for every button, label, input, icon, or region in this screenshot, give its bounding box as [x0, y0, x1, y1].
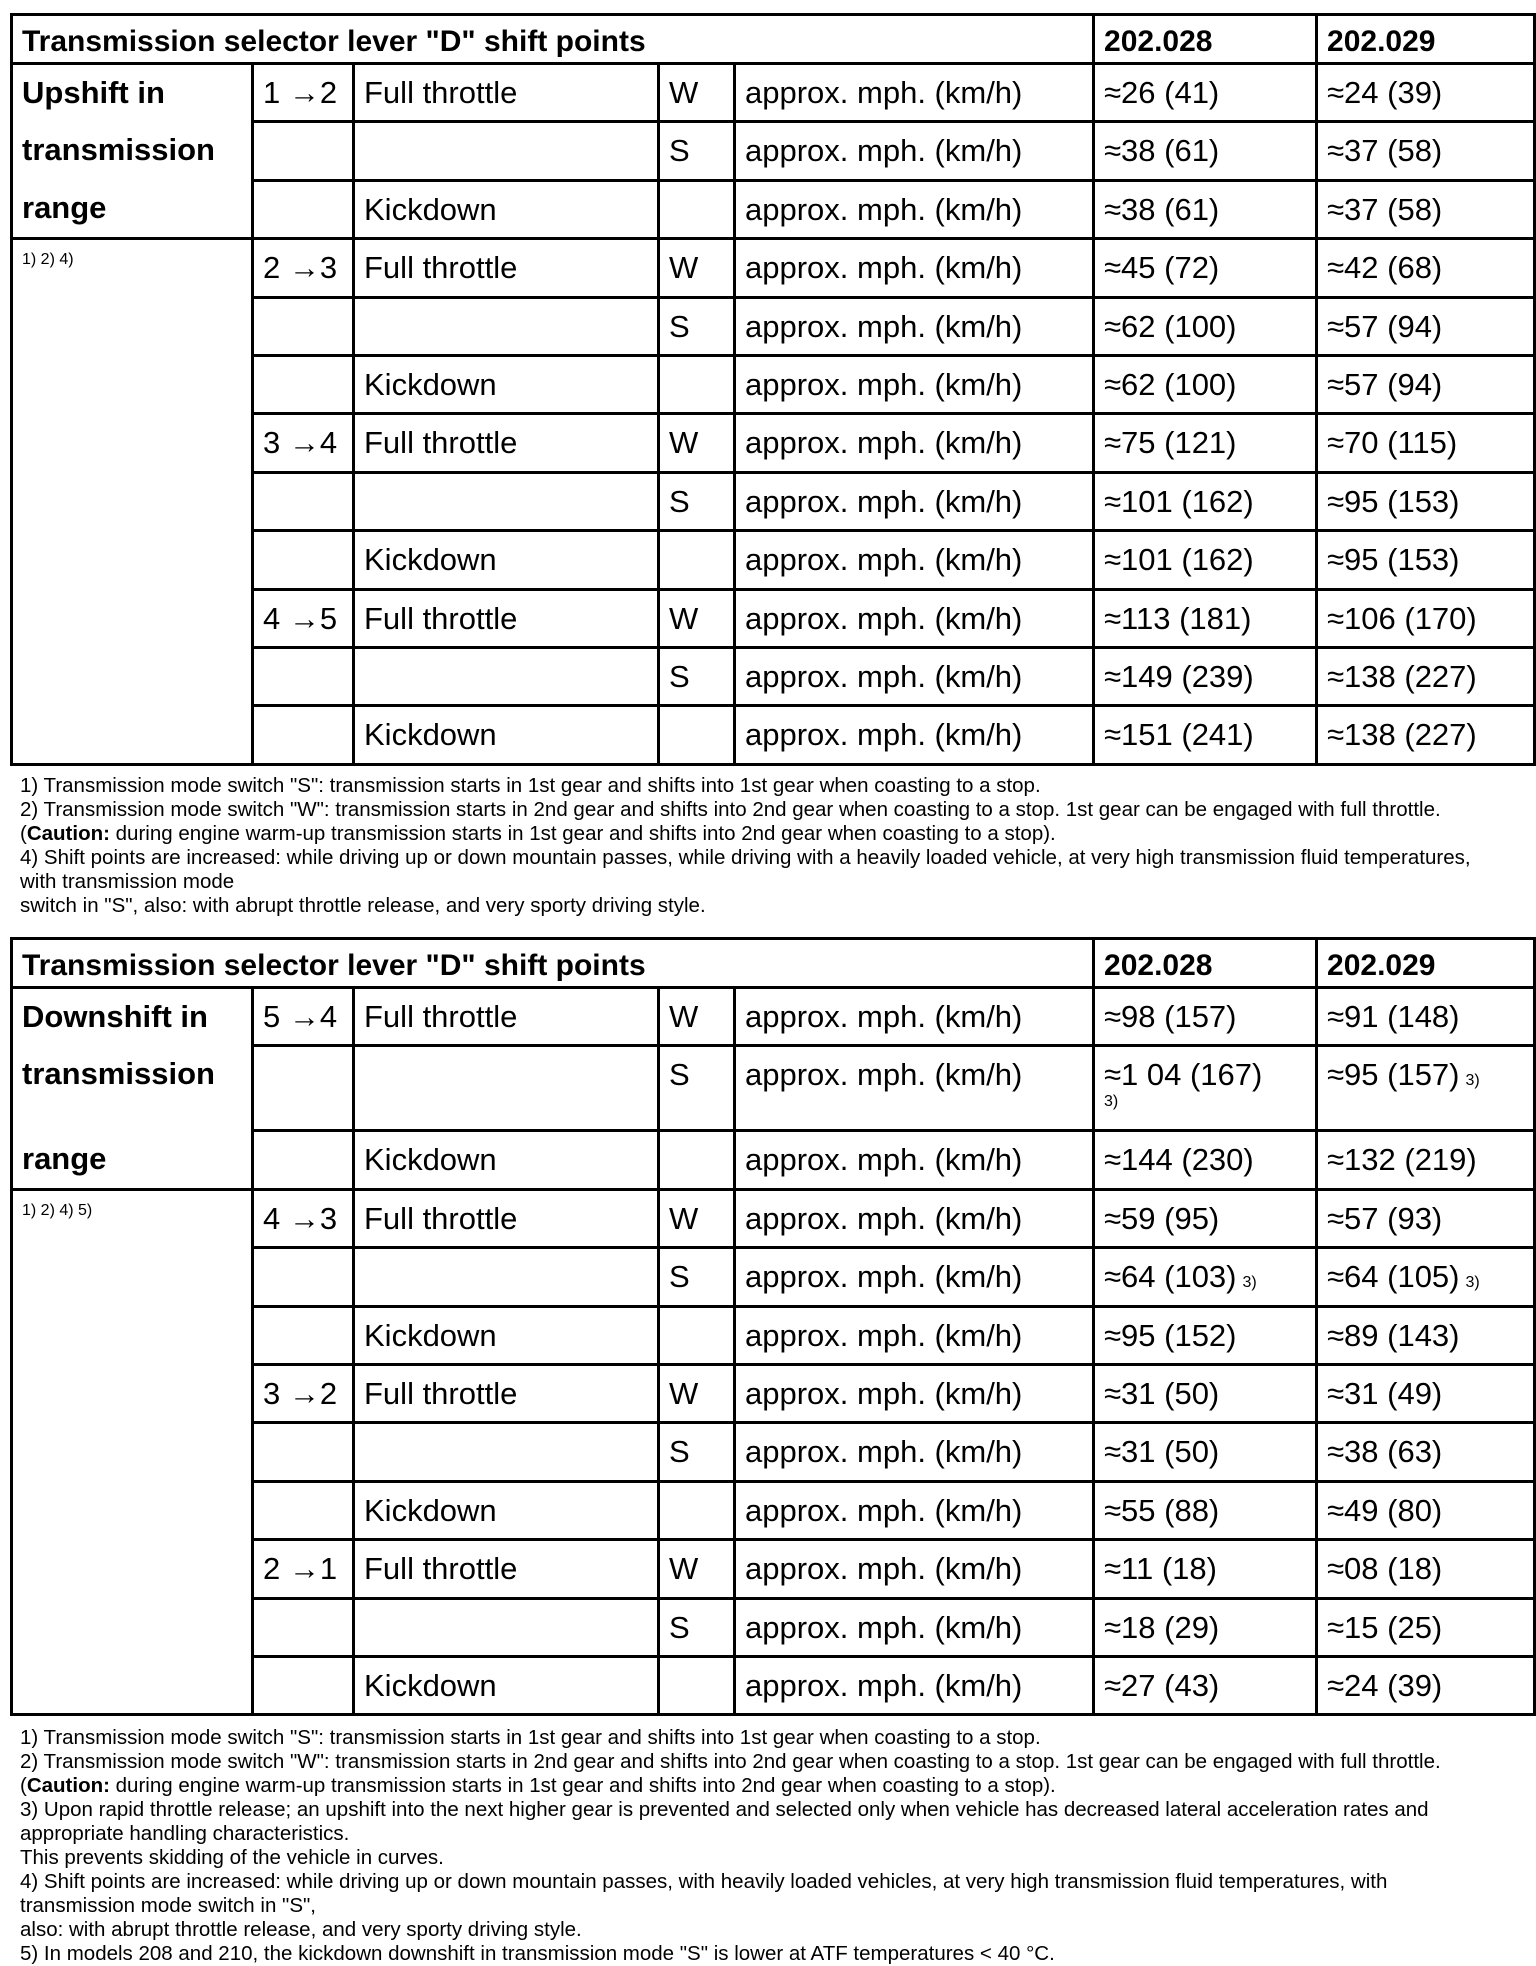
mode-switch: S: [659, 1598, 735, 1656]
shift-speed-value: [1317, 64, 1535, 122]
speed-value: ≈37 (58): [1327, 133, 1443, 169]
throttle-position: Kickdown: [354, 355, 659, 413]
table-row: [12, 122, 1535, 180]
shift-speed-value: [1317, 355, 1535, 413]
speed-value: ≈75 (121): [1104, 425, 1237, 461]
mode-switch: W: [659, 239, 735, 297]
model-header: 202.029: [1317, 939, 1535, 988]
throttle-position: Kickdown: [354, 1656, 659, 1714]
footnote-line: 3) Upon rapid throttle release; an upshift into the next higher gear is prevented and selected only when vehicle has decreased lateral acceleration rates and: [20, 1798, 1429, 1821]
shift-speed-value: [1317, 1364, 1535, 1422]
speed-value: ≈151 (241): [1104, 717, 1254, 753]
section-label: range: [12, 180, 253, 238]
gear-change: 4 →3: [253, 1189, 354, 1247]
mode-switch: [659, 1481, 735, 1539]
footnote-ref: 3): [1465, 1072, 1480, 1090]
shift-speed-value: [1094, 64, 1317, 122]
unit-label: approx. mph. (km/h): [735, 64, 1094, 122]
footnote-line: 4) Shift points are increased: while driving up or down mountain passes, while driving with a heavily loaded vehicle, at very high transmission fluid temperatures,: [20, 846, 1471, 869]
unit-label: approx. mph. (km/h): [735, 647, 1094, 705]
throttle-position: Full throttle: [354, 414, 659, 472]
gear-change: [253, 1481, 354, 1539]
throttle-position: Full throttle: [354, 1189, 659, 1247]
table-row: [12, 1046, 1535, 1131]
unit-label: approx. mph. (km/h): [735, 1540, 1094, 1598]
throttle-position: Kickdown: [354, 1481, 659, 1539]
gear-change: [253, 1046, 354, 1131]
mode-switch: S: [659, 1046, 735, 1131]
mode-switch: W: [659, 1540, 735, 1598]
gear-change: [253, 1423, 354, 1481]
shift-speed-value: [1317, 1598, 1535, 1656]
footnote-refs: 1) 2) 4) 5): [12, 1189, 253, 1715]
throttle-position: Kickdown: [354, 531, 659, 589]
shift-speed-value: [1094, 647, 1317, 705]
throttle-position: Full throttle: [354, 1540, 659, 1598]
section-label: transmission: [12, 122, 253, 180]
speed-value: ≈106 (170): [1327, 600, 1477, 636]
shift-speed-value: [1094, 414, 1317, 472]
shift-speed-value: [1317, 1656, 1535, 1714]
table-header-row: [12, 15, 1535, 64]
speed-value: ≈132 (219): [1327, 1142, 1477, 1178]
shift-speed-value: [1317, 1248, 1535, 1306]
unit-label: approx. mph. (km/h): [735, 589, 1094, 647]
throttle-position: Full throttle: [354, 988, 659, 1046]
speed-value: ≈138 (227): [1327, 658, 1477, 694]
mode-switch: W: [659, 589, 735, 647]
speed-value: ≈64 (103): [1104, 1259, 1237, 1295]
throttle-position: Kickdown: [354, 180, 659, 238]
speed-value: ≈08 (18): [1327, 1551, 1443, 1587]
shift-speed-value: [1094, 297, 1317, 355]
unit-label: approx. mph. (km/h): [735, 355, 1094, 413]
shift-speed-value: [1317, 1540, 1535, 1598]
mode-switch: [659, 531, 735, 589]
gear-change: [253, 472, 354, 530]
speed-value: ≈57 (93): [1327, 1200, 1443, 1236]
throttle-position: Full throttle: [354, 239, 659, 297]
gear-change: [253, 531, 354, 589]
gear-change: [253, 1598, 354, 1656]
throttle-position: [354, 297, 659, 355]
shift-speed-value: [1317, 1131, 1535, 1189]
gear-change: [253, 1131, 354, 1189]
mode-switch: S: [659, 472, 735, 530]
unit-label: approx. mph. (km/h): [735, 531, 1094, 589]
speed-value: ≈38 (61): [1104, 191, 1220, 227]
gear-change: [253, 1656, 354, 1714]
speed-value: ≈95 (153): [1327, 542, 1460, 578]
mode-switch: W: [659, 64, 735, 122]
mode-switch: [659, 1656, 735, 1714]
speed-value: ≈62 (100): [1104, 366, 1237, 402]
speed-value: ≈55 (88): [1104, 1492, 1220, 1528]
shift-speed-value: [1094, 1364, 1317, 1422]
gear-change: [253, 647, 354, 705]
footnote-line: (Caution: during engine warm-up transmission starts in 1st gear and shifts into 2nd gear when coasting to a stop).: [20, 822, 1056, 845]
mode-switch: W: [659, 414, 735, 472]
mode-switch: S: [659, 647, 735, 705]
speed-value: ≈31 (49): [1327, 1375, 1443, 1411]
unit-label: approx. mph. (km/h): [735, 1656, 1094, 1714]
unit-label: approx. mph. (km/h): [735, 1481, 1094, 1539]
shift-speed-value: [1094, 355, 1317, 413]
speed-value: ≈95 (157): [1327, 1057, 1460, 1093]
speed-value: ≈101 (162): [1104, 542, 1254, 578]
throttle-position: [354, 122, 659, 180]
speed-value: ≈144 (230): [1104, 1142, 1254, 1178]
footnote-refs: 1) 2) 4): [12, 239, 253, 765]
unit-label: approx. mph. (km/h): [735, 1189, 1094, 1247]
unit-label: approx. mph. (km/h): [735, 988, 1094, 1046]
speed-value: ≈24 (39): [1327, 75, 1443, 110]
shift-speed-value: [1317, 988, 1535, 1046]
speed-value: ≈31 (50): [1104, 1434, 1220, 1470]
speed-value: ≈38 (63): [1327, 1434, 1443, 1470]
shift-speed-value: [1317, 589, 1535, 647]
speed-value: ≈89 (143): [1327, 1317, 1460, 1353]
gear-change: 3 →2: [253, 1364, 354, 1422]
model-header: 202.028: [1094, 939, 1317, 988]
section-label: range: [12, 1131, 253, 1189]
shift-speed-value: [1094, 1656, 1317, 1714]
upshift-table: [10, 13, 1536, 766]
footnote-line: 2) Transmission mode switch "W": transmission starts in 2nd gear and shifts into 2nd gear when coasting to a stop. 1st gear can be engaged with full throttle.: [20, 798, 1441, 821]
speed-value: ≈37 (58): [1327, 191, 1443, 227]
shift-speed-value: [1317, 706, 1535, 764]
throttle-position: [354, 647, 659, 705]
footnote-ref: 3): [1242, 1274, 1257, 1292]
speed-value: ≈1 04 (167): [1104, 1057, 1263, 1093]
gear-change: [253, 1248, 354, 1306]
table-row: [12, 1189, 1535, 1247]
speed-value: ≈98 (157): [1104, 999, 1237, 1034]
speed-value: ≈59 (95): [1104, 1200, 1220, 1236]
shift-speed-value: [1094, 1306, 1317, 1364]
shift-speed-value: [1317, 1306, 1535, 1364]
gear-change: [253, 1306, 354, 1364]
shift-speed-value: [1317, 1481, 1535, 1539]
mode-switch: [659, 355, 735, 413]
table-row: [12, 1131, 1535, 1189]
mode-switch: [659, 706, 735, 764]
unit-label: approx. mph. (km/h): [735, 414, 1094, 472]
shift-speed-value: [1317, 239, 1535, 297]
shift-speed-value: [1317, 531, 1535, 589]
table-title: Transmission selector lever "D" shift points: [12, 939, 1094, 988]
shift-speed-value: [1094, 1189, 1317, 1247]
footnote-line: appropriate handling characteristics.: [20, 1822, 350, 1845]
footnote-line: This prevents skidding of the vehicle in curves.: [20, 1846, 444, 1869]
speed-value: ≈45 (72): [1104, 250, 1220, 286]
unit-label: approx. mph. (km/h): [735, 180, 1094, 238]
gear-change: [253, 297, 354, 355]
speed-value: ≈24 (39): [1327, 1667, 1443, 1703]
throttle-position: Kickdown: [354, 706, 659, 764]
shift-speed-value: [1094, 1131, 1317, 1189]
downshift-table: [10, 937, 1536, 1716]
shift-speed-value: [1317, 472, 1535, 530]
gear-change: [253, 180, 354, 238]
mode-switch: S: [659, 1423, 735, 1481]
section-label: Downshift in: [12, 988, 253, 1046]
gear-change: [253, 355, 354, 413]
footnote-line: 4) Shift points are increased: while driving up or down mountain passes, with heavily loaded vehicles, at very high transmission fluid temperatures, with: [20, 1870, 1388, 1893]
speed-value: ≈138 (227): [1327, 717, 1477, 753]
upshift-footnotes: [20, 774, 1471, 918]
shift-speed-value: [1317, 1046, 1535, 1131]
throttle-position: Full throttle: [354, 1364, 659, 1422]
shift-speed-value: [1317, 414, 1535, 472]
unit-label: approx. mph. (km/h): [735, 1306, 1094, 1364]
unit-label: approx. mph. (km/h): [735, 297, 1094, 355]
footnote-line: 5) In models 208 and 210, the kickdown downshift in transmission mode "S" is lower at ATF temperatures < 40 °C.: [20, 1942, 1055, 1965]
shift-speed-value: [1317, 647, 1535, 705]
speed-value: ≈26 (41): [1104, 75, 1220, 110]
speed-value: ≈57 (94): [1327, 308, 1443, 344]
footnote-line: also: with abrupt throttle release, and very sporty driving style.: [20, 1918, 582, 1941]
gear-change: 3 →4: [253, 414, 354, 472]
mode-switch: S: [659, 297, 735, 355]
throttle-position: [354, 1423, 659, 1481]
unit-label: approx. mph. (km/h): [735, 122, 1094, 180]
shift-speed-value: [1094, 180, 1317, 238]
shift-speed-value: [1094, 1046, 1317, 1131]
mode-switch: S: [659, 1248, 735, 1306]
shift-speed-value: [1094, 1481, 1317, 1539]
unit-label: approx. mph. (km/h): [735, 472, 1094, 530]
gear-change: 2 →1: [253, 1540, 354, 1598]
shift-speed-value: [1094, 122, 1317, 180]
gear-change: 4 →5: [253, 589, 354, 647]
footnote-ref: 3): [1104, 1093, 1119, 1111]
throttle-position: [354, 472, 659, 530]
speed-value: ≈113 (181): [1104, 600, 1252, 636]
unit-label: approx. mph. (km/h): [735, 1046, 1094, 1131]
footnote-ref: 3): [1465, 1274, 1480, 1292]
speed-value: ≈18 (29): [1104, 1609, 1220, 1645]
model-header: 202.028: [1094, 15, 1317, 64]
gear-change: 2 →3: [253, 239, 354, 297]
speed-value: ≈149 (239): [1104, 658, 1254, 694]
table-row: [12, 239, 1535, 297]
section-label: Upshift in: [12, 64, 253, 122]
model-header: 202.029: [1317, 15, 1535, 64]
speed-value: ≈57 (94): [1327, 366, 1443, 402]
downshift-footnotes: [20, 1726, 1441, 1966]
speed-value: ≈62 (100): [1104, 308, 1237, 344]
speed-value: ≈70 (115): [1327, 425, 1458, 461]
mode-switch: S: [659, 122, 735, 180]
shift-speed-value: [1094, 239, 1317, 297]
footnote-line: 1) Transmission mode switch "S": transmission starts in 1st gear and shifts into 1st gear when coasting to a stop.: [20, 774, 1041, 797]
shift-speed-value: [1317, 122, 1535, 180]
speed-value: ≈95 (152): [1104, 1317, 1237, 1353]
gear-change: 5 →4: [253, 988, 354, 1046]
shift-speed-value: [1094, 988, 1317, 1046]
shift-speed-value: [1094, 1540, 1317, 1598]
table-row: [12, 64, 1535, 122]
speed-value: ≈27 (43): [1104, 1667, 1220, 1703]
shift-speed-value: [1094, 1598, 1317, 1656]
unit-label: approx. mph. (km/h): [735, 706, 1094, 764]
speed-value: ≈11 (18): [1104, 1551, 1217, 1587]
mode-switch: [659, 180, 735, 238]
shift-speed-value: [1094, 1248, 1317, 1306]
throttle-position: [354, 1046, 659, 1131]
speed-value: ≈91 (148): [1327, 999, 1460, 1034]
table-row: [12, 180, 1535, 238]
footnote-line: 1) Transmission mode switch "S": transmission starts in 1st gear and shifts into 1st gear when coasting to a stop.: [20, 1726, 1041, 1749]
speed-value: ≈38 (61): [1104, 133, 1220, 169]
shift-speed-value: [1094, 1423, 1317, 1481]
shift-speed-value: [1317, 1423, 1535, 1481]
shift-speed-value: [1094, 589, 1317, 647]
table-row: [12, 988, 1535, 1046]
throttle-position: Kickdown: [354, 1306, 659, 1364]
speed-value: ≈95 (153): [1327, 483, 1460, 519]
speed-value: ≈101 (162): [1104, 483, 1254, 519]
throttle-position: Full throttle: [354, 64, 659, 122]
unit-label: approx. mph. (km/h): [735, 239, 1094, 297]
mode-switch: W: [659, 988, 735, 1046]
footnote-line: 2) Transmission mode switch "W": transmission starts in 2nd gear and shifts into 2nd gear when coasting to a stop. 1st gear can be engaged with full throttle.: [20, 1750, 1441, 1773]
throttle-position: [354, 1248, 659, 1306]
section-label: transmission: [12, 1046, 253, 1131]
footnote-line: transmission mode switch in "S",: [20, 1894, 316, 1917]
speed-value: ≈64 (105): [1327, 1259, 1460, 1295]
throttle-position: Kickdown: [354, 1131, 659, 1189]
throttle-position: Full throttle: [354, 589, 659, 647]
table-header-row: [12, 939, 1535, 988]
unit-label: approx. mph. (km/h): [735, 1423, 1094, 1481]
shift-speed-value: [1094, 531, 1317, 589]
throttle-position: [354, 1598, 659, 1656]
mode-switch: W: [659, 1189, 735, 1247]
shift-speed-value: [1094, 472, 1317, 530]
unit-label: approx. mph. (km/h): [735, 1598, 1094, 1656]
mode-switch: [659, 1131, 735, 1189]
speed-value: ≈42 (68): [1327, 250, 1443, 286]
speed-value: ≈49 (80): [1327, 1492, 1443, 1528]
mode-switch: W: [659, 1364, 735, 1422]
table-title: Transmission selector lever "D" shift points: [12, 15, 1094, 64]
mode-switch: [659, 1306, 735, 1364]
gear-change: [253, 706, 354, 764]
speed-value: ≈15 (25): [1327, 1609, 1443, 1645]
unit-label: approx. mph. (km/h): [735, 1131, 1094, 1189]
shift-speed-value: [1317, 297, 1535, 355]
speed-value: ≈31 (50): [1104, 1375, 1220, 1411]
shift-speed-value: [1094, 706, 1317, 764]
footnote-line: (Caution: during engine warm-up transmission starts in 1st gear and shifts into 2nd gear when coasting to a stop).: [20, 1774, 1056, 1797]
footnote-line: switch in "S", also: with abrupt throttle release, and very sporty driving style.: [20, 894, 706, 917]
footnote-line: with transmission mode: [20, 870, 235, 893]
gear-change: 1 →2: [253, 64, 354, 122]
gear-change: [253, 122, 354, 180]
unit-label: approx. mph. (km/h): [735, 1364, 1094, 1422]
unit-label: approx. mph. (km/h): [735, 1248, 1094, 1306]
shift-speed-value: [1317, 1189, 1535, 1247]
shift-speed-value: [1317, 180, 1535, 238]
